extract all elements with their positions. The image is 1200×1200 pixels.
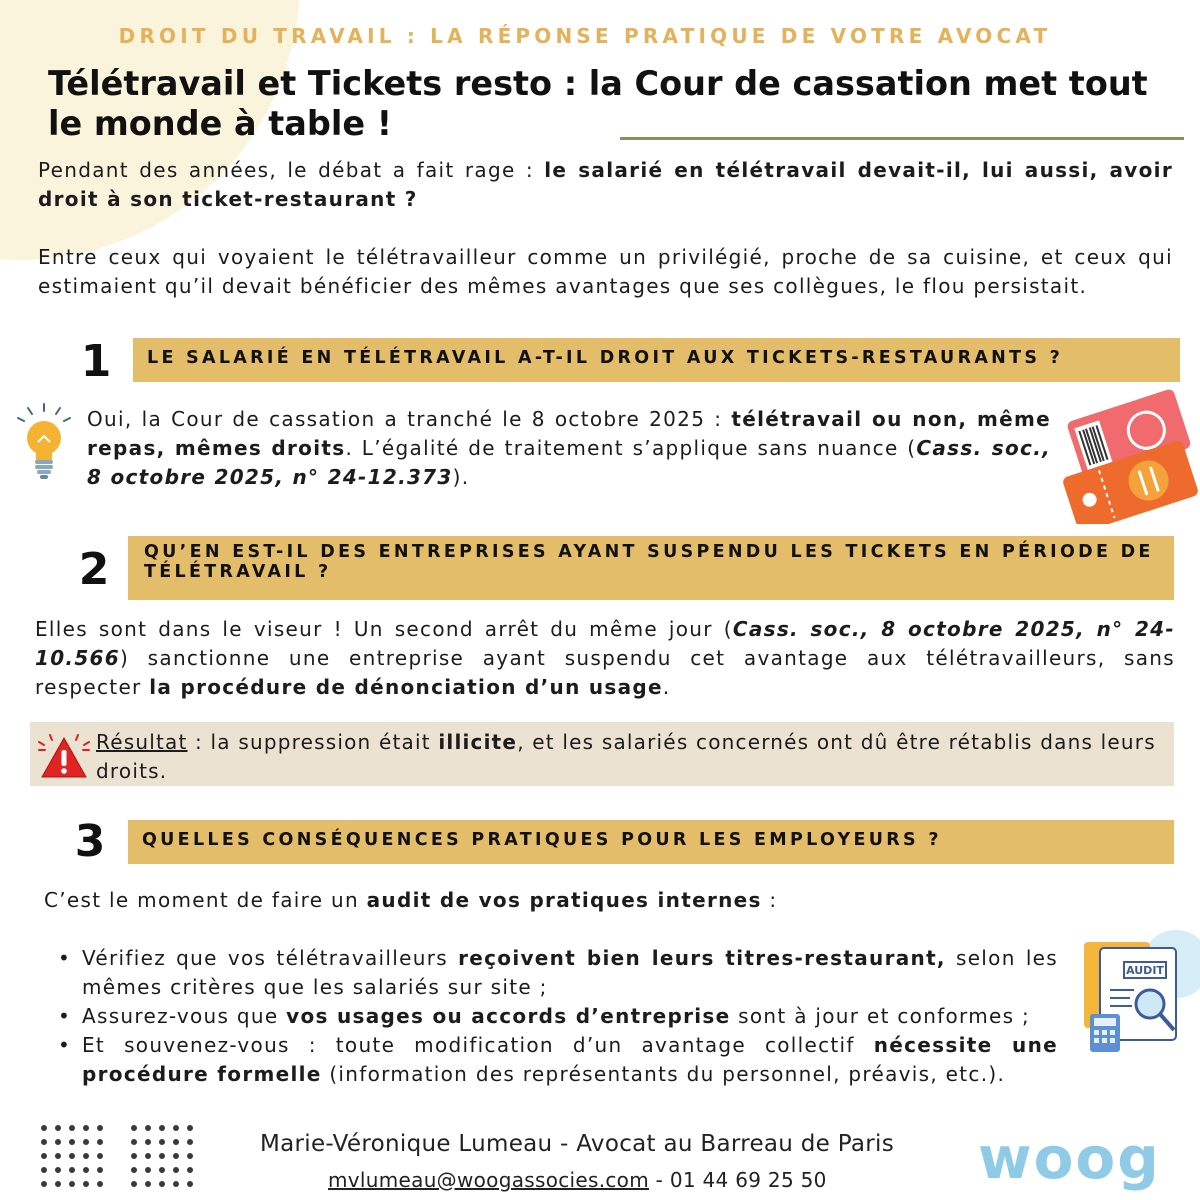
bullet-2-text-b: vos usages ou accords d’entreprise xyxy=(286,1004,731,1028)
s2-text-e: . xyxy=(662,675,671,699)
section-1-heading: LE SALARIÉ EN TÉLÉTRAVAIL A-T-IL DROIT AUX TICKETS-RESTAURANTS ? xyxy=(133,338,1180,382)
logo-text: woog xyxy=(978,1124,1161,1192)
email-link[interactable]: mvlumeau@woogassocies.com xyxy=(328,1168,649,1192)
bullet-1-text-b: reçoivent bien leurs titres-restaurant, xyxy=(458,946,946,970)
title-divider xyxy=(620,137,1184,140)
bullet-3-text-c: (information des représentants du personnel, préavis, etc.). xyxy=(321,1062,1006,1086)
section-2-number: 2 xyxy=(78,544,110,595)
audit-icon xyxy=(1076,924,1200,1058)
intro-text: Pendant des années, le débat a fait rage : xyxy=(38,158,545,182)
s1-text-a: Oui, la Cour de cassation a tranché le 8 octobre 2025 : xyxy=(87,407,732,431)
s2-text-c: ) sanctionne une entreprise ayant suspendu cet avantage aux télétravailleurs, sans respecter xyxy=(35,646,1175,699)
section-3-intro xyxy=(44,886,944,915)
intro-paragraph-1 xyxy=(38,156,1173,214)
bullet-3-text-b: nécessite une procédure formelle xyxy=(82,1033,1058,1086)
result-text-b: illicite xyxy=(438,730,518,754)
s2-text-a: Elles sont dans le viseur ! Un second arrêt du même jour ( xyxy=(35,617,733,641)
section-3-number: 3 xyxy=(74,816,106,867)
section-2-text xyxy=(35,615,1175,702)
list-item xyxy=(58,1031,1058,1089)
decorative-dots xyxy=(40,1124,200,1200)
intro-paragraph-2: Entre ceux qui voyaient le télétravailleur comme un privilégié, proche de sa cuisine, et ceux qui estimaient qu’il devait bénéficier des mêmes avantages que ses collègues, le flou persistait. xyxy=(38,245,1173,298)
author-name: Marie-Véronique Lumeau - Avocat au Barreau de Paris xyxy=(260,1131,894,1157)
section-3-heading: QUELLES CONSÉQUENCES PRATIQUES POUR LES EMPLOYEURS ? xyxy=(128,820,1174,864)
warning-icon xyxy=(36,732,92,780)
lightbulb-icon xyxy=(14,402,74,486)
section-1-text xyxy=(87,405,1051,492)
page-title: Télétravail et Tickets resto : la Cour de cassation met tout le monde à table ! xyxy=(48,64,1148,143)
bullet-1-text-c: selon les mêmes critères que les salariés sur site ; xyxy=(82,946,1058,999)
section-1-number: 1 xyxy=(80,336,112,387)
s1-text-e: ). xyxy=(452,465,470,489)
meal-tickets-icon xyxy=(1058,382,1198,524)
intro-question: le salarié en télétravail devait-il, lui aussi, avoir droit à son ticket-restaurant ? xyxy=(38,158,1173,211)
kicker: DROIT DU TRAVAIL : LA RÉPONSE PRATIQUE DE VOTRE AVOCAT xyxy=(118,24,1052,48)
list-item xyxy=(58,1002,1058,1031)
recommendations-list xyxy=(58,944,1058,1089)
result-text-a: : la suppression était xyxy=(187,730,439,754)
s2-citation: Cass. soc., 8 octobre 2025, n° 24-10.566 xyxy=(35,617,1175,670)
s2-text-d: la procédure de dénonciation d’un usage xyxy=(149,675,663,699)
audit-label: AUDIT xyxy=(1126,964,1164,977)
result-box xyxy=(30,722,1174,786)
result-text-c: , et les salariés concernés ont dû être rétablis dans leurs droits. xyxy=(96,730,1156,783)
phone-number: - 01 44 69 25 50 xyxy=(648,1168,827,1192)
s3-intro-b: audit de vos pratiques internes xyxy=(366,888,762,912)
woog-logo xyxy=(978,1124,1161,1192)
bullet-3-text-a: Et souvenez-vous : toute modification d’un avantage collectif xyxy=(82,1033,874,1057)
s3-intro-c: : xyxy=(761,888,778,912)
bullet-2-text-c: sont à jour et conformes ; xyxy=(730,1004,1031,1028)
s1-citation: Cass. soc., 8 octobre 2025, n° 24-12.373 xyxy=(87,436,1051,489)
result-text xyxy=(96,728,1164,786)
bullet-2-text-a: Assurez-vous que xyxy=(82,1004,287,1028)
section-2-heading: QU’EN EST-IL DES ENTREPRISES AYANT SUSPENDU LES TICKETS EN PÉRIODE DE TÉLÉTRAVAIL ? xyxy=(128,536,1174,600)
bullet-1-text-a: Vérifiez que vos télétravailleurs xyxy=(82,946,459,970)
s3-intro-a: C’est le moment de faire un xyxy=(44,888,367,912)
list-item xyxy=(58,944,1058,1002)
result-label: Résultat xyxy=(96,730,188,754)
s1-text-c: . L’égalité de traitement s’applique sans nuance ( xyxy=(345,436,917,460)
s1-text-b: télétravail ou non, même repas, mêmes droits xyxy=(87,407,1051,460)
author-contact xyxy=(328,1168,827,1192)
